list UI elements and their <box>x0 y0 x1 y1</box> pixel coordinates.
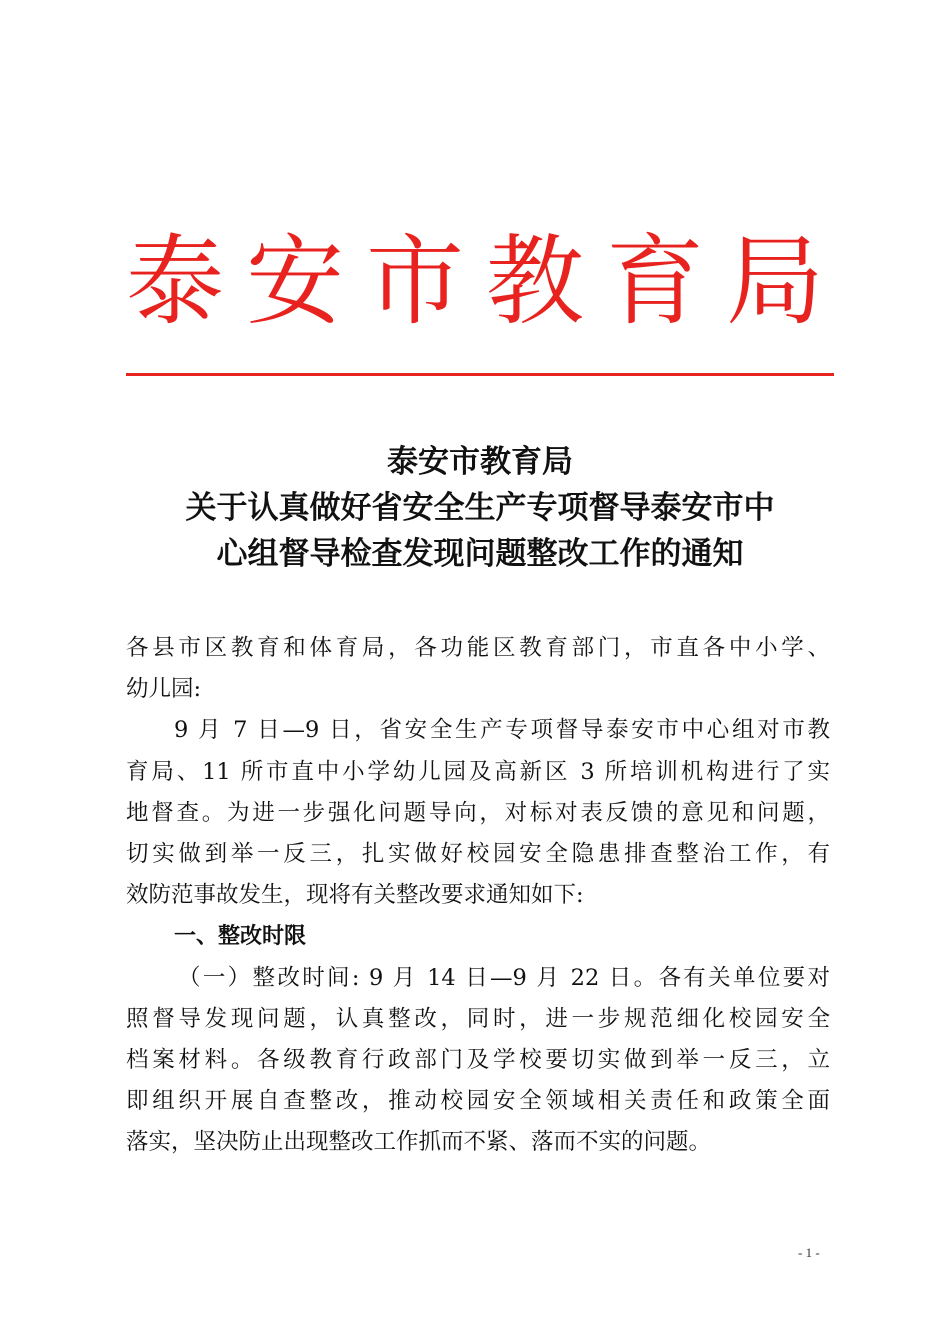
section-heading-1: 一、整改时限 <box>174 924 307 950</box>
para1-line-1: 9 月 7 日—9 日，省安全生产专项督导泰安市中心组对市教 <box>174 717 830 744</box>
para2-line-2: 照督导发现问题，认真整改，同时，进一步规范细化校园安全 <box>126 1005 830 1032</box>
title-line-3: 心组督导检查发现问题整改工作的通知 <box>216 536 744 572</box>
title-line-1: 泰安市教育局 <box>387 444 573 480</box>
para1-line-4: 切实做到举一反三，扎实做好校园安全隐患排查整治工作，有 <box>126 840 830 867</box>
title-line-2: 关于认真做好省安全生产专项督导泰安市中 <box>185 490 775 526</box>
para2-line-5: 落实，坚决防止出现整改工作抓而不紧、落而不实的问题。 <box>126 1129 712 1156</box>
red-header-rule <box>126 373 834 376</box>
para2-line-1: （一）整改时间: 9 月 14 日—9 月 22 日。各有关单位要对 <box>178 964 830 991</box>
para1-line-5: 效防范事故发生，现将有关整改要求通知如下: <box>126 882 584 909</box>
para2-line-4: 即组织开展自查整改，推动校园安全领域相关责任和政策全面 <box>126 1088 830 1115</box>
page-number: - 1 - <box>798 1245 820 1260</box>
salutation-line-1: 各县市区教育和体育局，各功能区教育部门，市直各中小学、 <box>126 635 830 661</box>
para1-line-2: 育局、11 所市直中小学幼儿园及高新区 3 所培训机构进行了实 <box>126 758 830 785</box>
document-body <box>126 628 830 1163</box>
document-title <box>126 439 834 577</box>
para2-line-3: 档案材料。各级教育行政部门及学校要切实做到举一反三，立 <box>126 1046 830 1073</box>
para1-line-3: 地督查。为进一步强化问题导向，对标对表反馈的意见和问题， <box>126 799 830 826</box>
salutation-line-2: 幼儿园: <box>126 676 202 703</box>
org-header: 泰安市教育局 <box>126 225 847 339</box>
